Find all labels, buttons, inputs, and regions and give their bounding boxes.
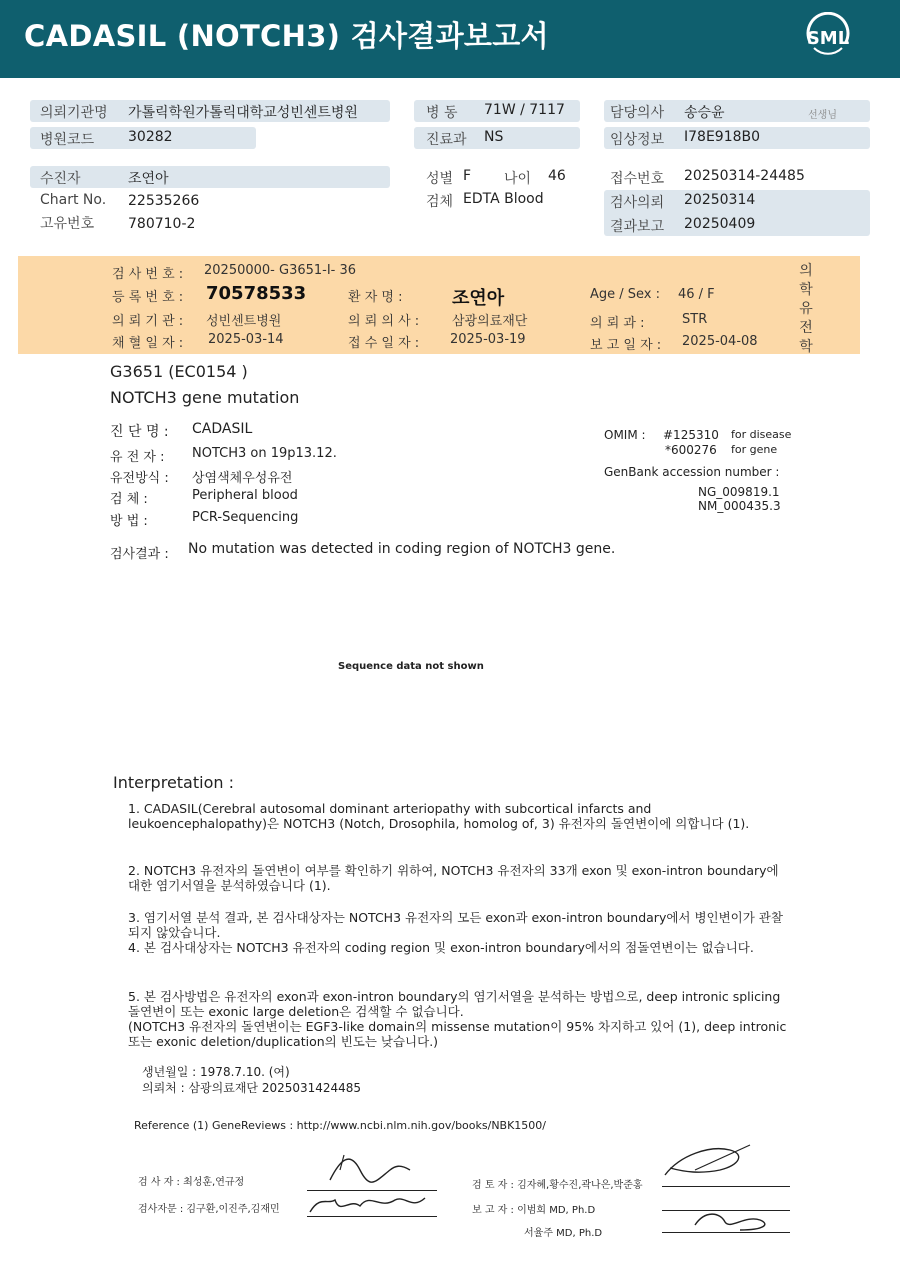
hospital-code-label: 병원코드 [40, 132, 95, 148]
interp-item-3: 3. 염기서열 분석 결과, 본 검사대상자는 NOTCH3 유전자의 모든 exon과 exon-intron boundary에서 병인변이가 관찰되지 않았습니다. [128, 910, 783, 940]
age-sex-label: Age / Sex : [590, 287, 661, 302]
id-label: 고유번호 [40, 216, 95, 232]
age-label: 나이 [504, 171, 532, 187]
method-label: 방 법 : [110, 514, 148, 529]
clinical-value: I78E918B0 [684, 129, 761, 145]
doctor-suffix: 선생님 [808, 110, 837, 121]
dept-value: NS [484, 129, 504, 145]
result-value: No mutation was detected in coding region of NOTCH3 gene. [188, 541, 616, 557]
interp-item-5-note: (NOTCH3 유전자의 돌연변이는 EGF3-like domain의 missense mutation이 95% 차지하고 있어 (1), deep intronic 또는 exonic deletion/duplication의 빈도는 낮습니다.) [128, 1019, 787, 1049]
inst-value: 성빈센트병원 [206, 314, 282, 329]
reporter-label: 보 고 자 : 이범희 MD, Ph.D [472, 1205, 596, 1216]
inst-label: 의 뢰 기 관 : [112, 314, 184, 329]
doctor-label: 담당의사 [610, 105, 665, 121]
hospital-label: 의뢰기관명 [40, 105, 108, 121]
req-dept-label: 의 뢰 과 : [590, 316, 645, 331]
ward-value: 71W / 7117 [484, 102, 565, 118]
result-label: 검사결과 : [110, 547, 169, 562]
request-label: 검사의뢰 [610, 195, 665, 211]
omim-gene: *600276 [665, 443, 717, 457]
gene-value: NOTCH3 on 19p13.12. [192, 446, 337, 461]
specimen-value: EDTA Blood [463, 191, 544, 207]
req-dept-value: STR [682, 312, 708, 327]
patient-label: 수진자 [40, 171, 81, 187]
gene-label: 유 전 자 : [110, 450, 165, 465]
sml-logo [802, 12, 854, 64]
genbank-1: NG_009819.1 [698, 485, 780, 499]
reg-no-label: 등 록 번 호 : [112, 290, 184, 305]
advisor-label: 검사자문 : 김구환,이진주,김재민 [138, 1204, 280, 1215]
receive-value: 2025-03-19 [450, 332, 526, 347]
report-value: 20250409 [684, 216, 756, 232]
genbank-2: NM_000435.3 [698, 499, 781, 513]
specimen-label-body: 검 체 : [110, 492, 148, 507]
report-label: 결과보고 [610, 219, 665, 235]
hospital-code-value: 30282 [128, 129, 173, 145]
request-value: 20250314 [684, 192, 756, 208]
hospital-value: 가톨릭학원가톨릭대학교성빈센트병원 [128, 105, 358, 121]
specimen-value-body: Peripheral blood [192, 488, 298, 503]
inheritance-value: 상염색체우성유전 [192, 471, 293, 486]
vertical-char: 학 [799, 282, 813, 298]
vertical-char: 전 [799, 320, 813, 336]
test-no-value: 20250000- G3651-I- 36 [204, 263, 357, 278]
dob-line: 생년월일 : 1978.7.10. (여) [142, 1065, 290, 1079]
report-title: CADASIL (NOTCH3) 검사결과보고서 [24, 19, 549, 53]
reporter-signature [695, 1214, 765, 1230]
vertical-char: 의 [799, 263, 813, 279]
chart-label: Chart No. [40, 192, 107, 208]
diagnosis-label: 진 단 명 : [110, 424, 169, 440]
omim-label: OMIM : [604, 428, 646, 442]
lab-report-label: 보 고 일 자 : [590, 338, 662, 353]
logo-text: SML [806, 28, 850, 49]
collect-label: 채 혈 일 자 : [112, 336, 184, 351]
tester-label: 검 사 자 : 최성훈,연규정 [138, 1177, 245, 1188]
vertical-char: 학 [799, 339, 813, 355]
omim-disease-note: for disease [731, 428, 792, 441]
patient-name-label: 환 자 명 : [348, 290, 403, 305]
ward-label: 병 동 [426, 105, 458, 121]
test-no-label: 검 사 번 호 : [112, 267, 184, 282]
reviewer-label: 검 토 자 : 김자혜,황수진,곽나은,박준홍 [472, 1180, 643, 1191]
req-doc-value: 삼광의료재단 [452, 314, 528, 329]
reg-no-value: 70578533 [206, 283, 307, 304]
receive-label: 접 수 일 자 : [348, 336, 420, 351]
chart-value: 22535266 [128, 193, 200, 209]
patient-bar [30, 166, 390, 188]
test-code: G3651 (EC0154 ) [110, 362, 248, 381]
specimen-label: 검체 [426, 194, 454, 210]
omim-gene-note: for gene [731, 443, 778, 456]
reference-line: Reference (1) GeneReviews : http://www.ncbi.nlm.nih.gov/books/NBK1500/ [134, 1119, 547, 1132]
test-name: NOTCH3 gene mutation [110, 388, 300, 407]
handwritten-signatures [300, 1140, 820, 1240]
dept-vertical-text [796, 262, 816, 357]
id-value: 780710-2 [128, 216, 196, 232]
doctor-value: 송승윤 [684, 105, 725, 121]
omim-disease: #125310 [663, 428, 719, 442]
patient-value: 조연아 [128, 171, 169, 187]
sequence-note: Sequence data not shown [338, 661, 484, 672]
interp-item-1: 1. CADASIL(Cerebral autosomal dominant arteriopathy with subcortical infarcts and leukoencephalopathy)은 NOTCH3 (Notch, Drosophila, homolog of, 3) 유전자의 돌연변이에 의합니다 (1). [128, 801, 750, 831]
req-doc-label: 의 뢰 의 사 : [348, 314, 420, 329]
lab-report-value: 2025-04-08 [682, 334, 758, 349]
patient-name-value: 조연아 [452, 288, 505, 309]
reporter2-label: 서율주 MD, Ph.D [524, 1228, 603, 1239]
inheritance-label: 유전방식 : [110, 471, 169, 486]
interp-item-4: 4. 본 검사대상자는 NOTCH3 유전자의 coding region 및 exon-intron boundary에서의 점돌연변이는 없습니다. [128, 940, 754, 955]
method-value: PCR-Sequencing [192, 510, 299, 525]
receipt-label: 접수번호 [610, 171, 665, 187]
receipt-value: 20250314-24485 [684, 168, 805, 184]
diagnosis-value: CADASIL [192, 421, 253, 437]
report-header [0, 0, 900, 78]
collect-value: 2025-03-14 [208, 332, 284, 347]
interp-item-2: 2. NOTCH3 유전자의 돌연변이 여부를 확인하기 위하여, NOTCH3 유전자의 33개 exon 및 exon-intron boundary에 대한 염기서열을 분석하였습니다 (1). [128, 863, 779, 893]
advisor-signature [310, 1198, 425, 1212]
age-value: 46 [548, 168, 566, 184]
interpretation-title: Interpretation : [113, 773, 234, 792]
reviewer-signature [665, 1149, 739, 1175]
vertical-char: 유 [799, 301, 813, 317]
dept-label: 진료과 [426, 132, 467, 148]
clinical-label: 임상정보 [610, 132, 665, 148]
interp-item-5: 5. 본 검사방법은 유전자의 exon과 exon-intron boundary의 염기서열을 분석하는 방법으로, deep intronic splicing 돌연변이 또는 exonic large deletion은 검색할 수 없습니다. [128, 989, 781, 1019]
genbank-label: GenBank accession number : [604, 465, 780, 479]
age-sex-value: 46 / F [678, 287, 715, 302]
sex-label: 성별 [426, 171, 454, 187]
ref-inst-line: 의뢰처 : 삼광의료재단 2025031424485 [142, 1081, 362, 1095]
sex-value: F [463, 168, 472, 184]
